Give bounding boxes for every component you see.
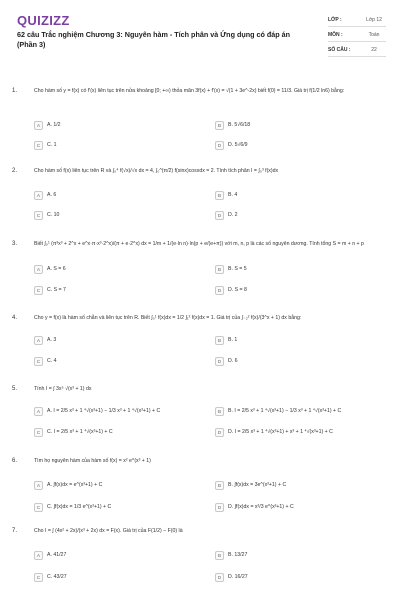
option-letter-box: D [215,211,224,220]
question-number: 3. [12,241,18,247]
option-b[interactable] [215,550,365,560]
option-letter-box: C [34,573,43,582]
option-text: B. 5√6/18 [228,122,251,128]
meta-label: LỚP : [328,17,342,23]
meta-row-count [328,45,386,57]
option-text: B. 1 [228,337,238,343]
option-letter-box: D [215,503,224,512]
meta-value: Lớp 12 [366,17,382,23]
option-letter-box: A [34,551,43,560]
option-text: B. 13/27 [228,552,248,558]
option-letter-box: B [215,191,224,200]
option-text: A. ∫f(x)dx = e^(x³+1) + C [47,482,103,488]
option-c[interactable] [34,502,184,512]
option-d[interactable] [215,285,365,295]
page-header [0,0,400,78]
meta-value: 22 [371,47,377,53]
option-text: A. S = 6 [47,266,66,272]
option-b[interactable] [215,120,365,130]
option-letter-box: B [215,407,224,416]
option-text: D. 6 [228,358,238,364]
option-text: A. 3 [47,337,57,343]
option-text: C. S = 7 [47,287,66,293]
option-text: D. S = 8 [228,287,247,293]
option-letter-box: C [34,428,43,437]
option-letter-box: B [215,121,224,130]
option-letter-box: A [34,481,43,490]
question-number: 5. [12,386,18,392]
option-text: D. I = 2/5 x³ + 1 ⁴√(x³+1) + x³ + 1 ⁴√(x³+1) + C [228,429,333,435]
meta-row-class [328,15,386,27]
meta-label: SỐ CÂU : [328,47,351,53]
option-text: C. 43/27 [47,574,67,580]
question-number: 6. [12,458,18,464]
option-letter-box: A [34,407,43,416]
option-c[interactable] [34,572,184,582]
question-text: Cho I = ∫ (4x² + 2x)/(x³ + 2x) dx = F(x). Giá trị của F(1/2) − F(0) là [34,528,183,534]
option-d[interactable] [215,210,365,220]
question-number: 7. [12,528,18,534]
option-b[interactable] [215,190,365,200]
option-text: C. 4 [47,358,57,364]
option-text: D. ∫f(x)dx = x³/3 e^(x³+1) + C [228,504,294,510]
option-text: A. 41/27 [47,552,67,558]
option-letter-box: C [34,503,43,512]
option-b[interactable] [215,406,365,416]
option-c[interactable] [34,427,184,437]
option-letter-box: D [215,357,224,366]
meta-label: MÔN : [328,32,343,38]
option-a[interactable] [34,335,184,345]
option-letter-box: B [215,265,224,274]
option-a[interactable] [34,264,184,274]
question-text: Biết ∫₀¹ (π³x³ + 2^x + e^x·π·x³·2^x)/(π + e·2^x) dx = 1/m + 1/(e·ln n)·ln(p + e/(e+π)) với m, n, p là các số nguyên dương. Tính tổng S = m + n + p [34,241,364,247]
option-letter-box: D [215,286,224,295]
quizizz-logo: QUIZIZZ [17,13,70,28]
option-text: B. S = 5 [228,266,247,272]
option-a[interactable] [34,480,184,490]
option-c[interactable] [34,140,184,150]
question-text: Cho hàm số y = f(x) có f'(x) liên tục trên nửa khoảng [0; +∞) thỏa mãn 3f(x) + f'(x) = √(1 + 3e^-2x) biết f(0) = 11/3. Giá trị f(1/2 ln6) bằng: [34,88,345,94]
question-number: 2. [12,168,18,174]
option-d[interactable] [215,572,365,582]
option-a[interactable] [34,120,184,130]
option-c[interactable] [34,356,184,366]
question-text: Tìm họ nguyên hàm của hàm số f(x) = x² e^(x³ + 1) [34,458,151,464]
option-d[interactable] [215,140,365,150]
meta-panel [328,15,386,60]
option-text: A. 6 [47,192,57,198]
option-letter-box: B [215,336,224,345]
option-text: D. 16/27 [228,574,248,580]
option-text: A. 1/2 [47,122,61,128]
option-letter-box: A [34,121,43,130]
meta-value: Toán [368,32,380,38]
page-title: 62 câu Trắc nghiệm Chương 3: Nguyên hàm - Tích phân và Ứng dụng có đáp án (Phần 3) [17,30,291,49]
option-text: B. ∫f(x)dx = 3e^(x³+1) + C [228,482,287,488]
option-letter-box: B [215,551,224,560]
option-c[interactable] [34,285,184,295]
option-text: C. 1 [47,142,57,148]
option-c[interactable] [34,210,184,220]
option-letter-box: A [34,265,43,274]
option-text: C. 10 [47,212,60,218]
question-number: 4. [12,315,18,321]
option-text: A. I = 2/5 x³ + 1 ⁴√(x³+1) − 1/3 x³ + 1 ⁴√(x³+1) + C [47,408,161,414]
option-b[interactable] [215,480,365,490]
option-letter-box: D [215,141,224,150]
option-b[interactable] [215,264,365,274]
option-letter-box: A [34,336,43,345]
option-letter-box: D [215,428,224,437]
option-letter-box: C [34,211,43,220]
option-text: C. ∫f(x)dx = 1/3 e^(x³+1) + C [47,504,112,510]
option-b[interactable] [215,335,365,345]
question-number: 1. [12,88,18,94]
option-text: D. 5√6/9 [228,142,248,148]
option-text: B. I = 2/5 x³ + 1 ⁴√(x³+1) − 1/3 x³ + 1 ⁴√(x³+1) + C [228,408,342,414]
option-d[interactable] [215,356,365,366]
option-text: D. 2 [228,212,238,218]
option-letter-box: C [34,141,43,150]
question-text: Tính I = ∫ 3x⁵ √(x³ + 1) dx [34,386,92,392]
question-text: Cho y = f(x) là hàm số chẵn và liên tục trên R. Biết ∫₀¹ f(x)dx = 1/2 ∫₁² f(x)dx = 1. Giá trị của ∫₋₂² f(x)/(3^x + 1) dx bằng: [34,315,302,321]
option-a[interactable] [34,190,184,200]
question-text: Cho hàm số f(x) liên tục trên R và ∫₀⁴ f(√x)/√x dx = 4, ∫₀^(π/2) f(sinx)cosxdx = 2. Tính tích phân I = ∫₀³ f(x)dx [34,168,279,174]
option-letter-box: D [215,573,224,582]
option-letter-box: B [215,481,224,490]
meta-row-subject [328,30,386,42]
option-letter-box: C [34,357,43,366]
option-letter-box: C [34,286,43,295]
option-text: B. 4 [228,192,238,198]
option-letter-box: A [34,191,43,200]
option-d[interactable] [215,427,365,437]
option-a[interactable] [34,406,184,416]
option-d[interactable] [215,502,365,512]
option-text: C. I = 2/5 x³ + 1 ⁴√(x³+1) + C [47,429,113,435]
option-a[interactable] [34,550,184,560]
